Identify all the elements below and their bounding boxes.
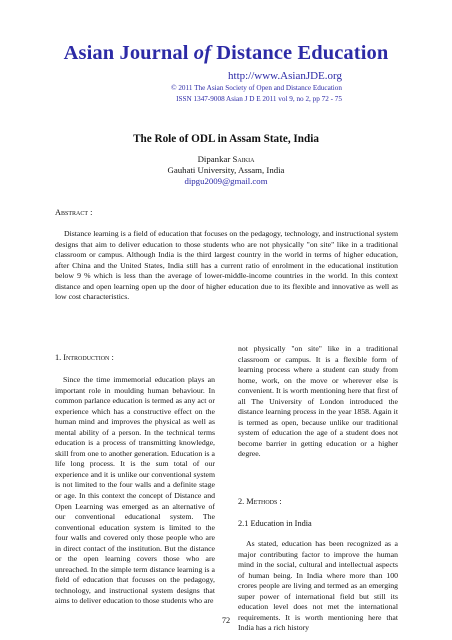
subsection-heading: 2.1 Education in India bbox=[238, 519, 312, 528]
left-column bbox=[55, 375, 215, 607]
intro-heading: 1. Introduction : bbox=[55, 353, 114, 362]
author-name: Dipankar Saikia bbox=[197, 154, 255, 164]
abstract-text: Distance learning is a field of education that focuses on the pedagogy, technology, and instructional system designs that aim to deliver education to those students who are not physically "on site" like in a traditional classroom or campus. Although India is the third largest country in the world in terms of higher education, after China and the United States, India still has a current ratio of enrolment in the educational institution below 9 % which is less than the average of lower-middle-income countries in the world. In this context distance and open learning open up the door of higher education due to its flexible and innovative as well as low cost characteristics. bbox=[55, 229, 398, 301]
author-email[interactable]: dipgu2009@gmail.com bbox=[184, 176, 268, 186]
intro-paragraph-right: not physically "on site" like in a traditional classroom or campus. It is a flexible form of learning process where a student can study from home, work, on the move or wherever else is convenient. It is worth mentioning here that first of all The University of London introduced the distance learning process in the year 1858. Again it is termed as open, because unlike our traditional system of education the age of a student does not become barrier in getting education or a higher degree. bbox=[238, 344, 398, 459]
abstract-heading: Abstract : bbox=[55, 208, 93, 217]
page-number: 72 bbox=[221, 616, 231, 625]
journal-title: Asian Journal of Distance Education bbox=[63, 42, 389, 64]
methods-paragraph: As stated, education has been recognized as a major contributing factor to improve the human mind in the social, cultural and intellectual aspects of human being. In India where more than 100 crores people are living and termed as an emerging super power of international field but still its education level does not met the international requirements. It is worth mentioning here that India has a rich history bbox=[238, 539, 398, 633]
methods-heading: 2. Methods : bbox=[238, 497, 282, 506]
article-title: The Role of ODL in Assam State, India bbox=[133, 133, 319, 145]
intro-paragraph-left: Since the time immemorial education plays an important role in moulding human behaviour. In common parlance education is termed as any act or experience which has a constructive effect on the human mind and improves the physical as well as mental ability of a person. In the technical terms education is a process of transmitting knowledge, skill from one to another generation. Education is a life long process. It is the sum total of our experience and it is unlike our conventional system is not limited to the four walls and a definite stage or age. In this context the concept of Distance and Open Learning was emerged as an alternative of our conventional educational system. The conventional education system is limited to the four walls and covered only those people who are in direct contact of the institution. But the distance or the open learning covers those who are unreached. In the simple term distance learning is a field of education that focuses on the pedagogy, technology, and instructional system designs that aims to deliver education to those students who are bbox=[55, 375, 215, 606]
author-affiliation: Gauhati University, Assam, India bbox=[167, 165, 285, 175]
journal-url[interactable]: http://www.AsianJDE.org bbox=[228, 70, 342, 82]
issn-line: ISSN 1347-9008 Asian J D E 2011 vol 9, no 2, pp 72 - 75 bbox=[176, 95, 342, 103]
right-column bbox=[238, 344, 398, 460]
copyright-line: © 2011 The Asian Society of Open and Distance Education bbox=[171, 84, 342, 92]
